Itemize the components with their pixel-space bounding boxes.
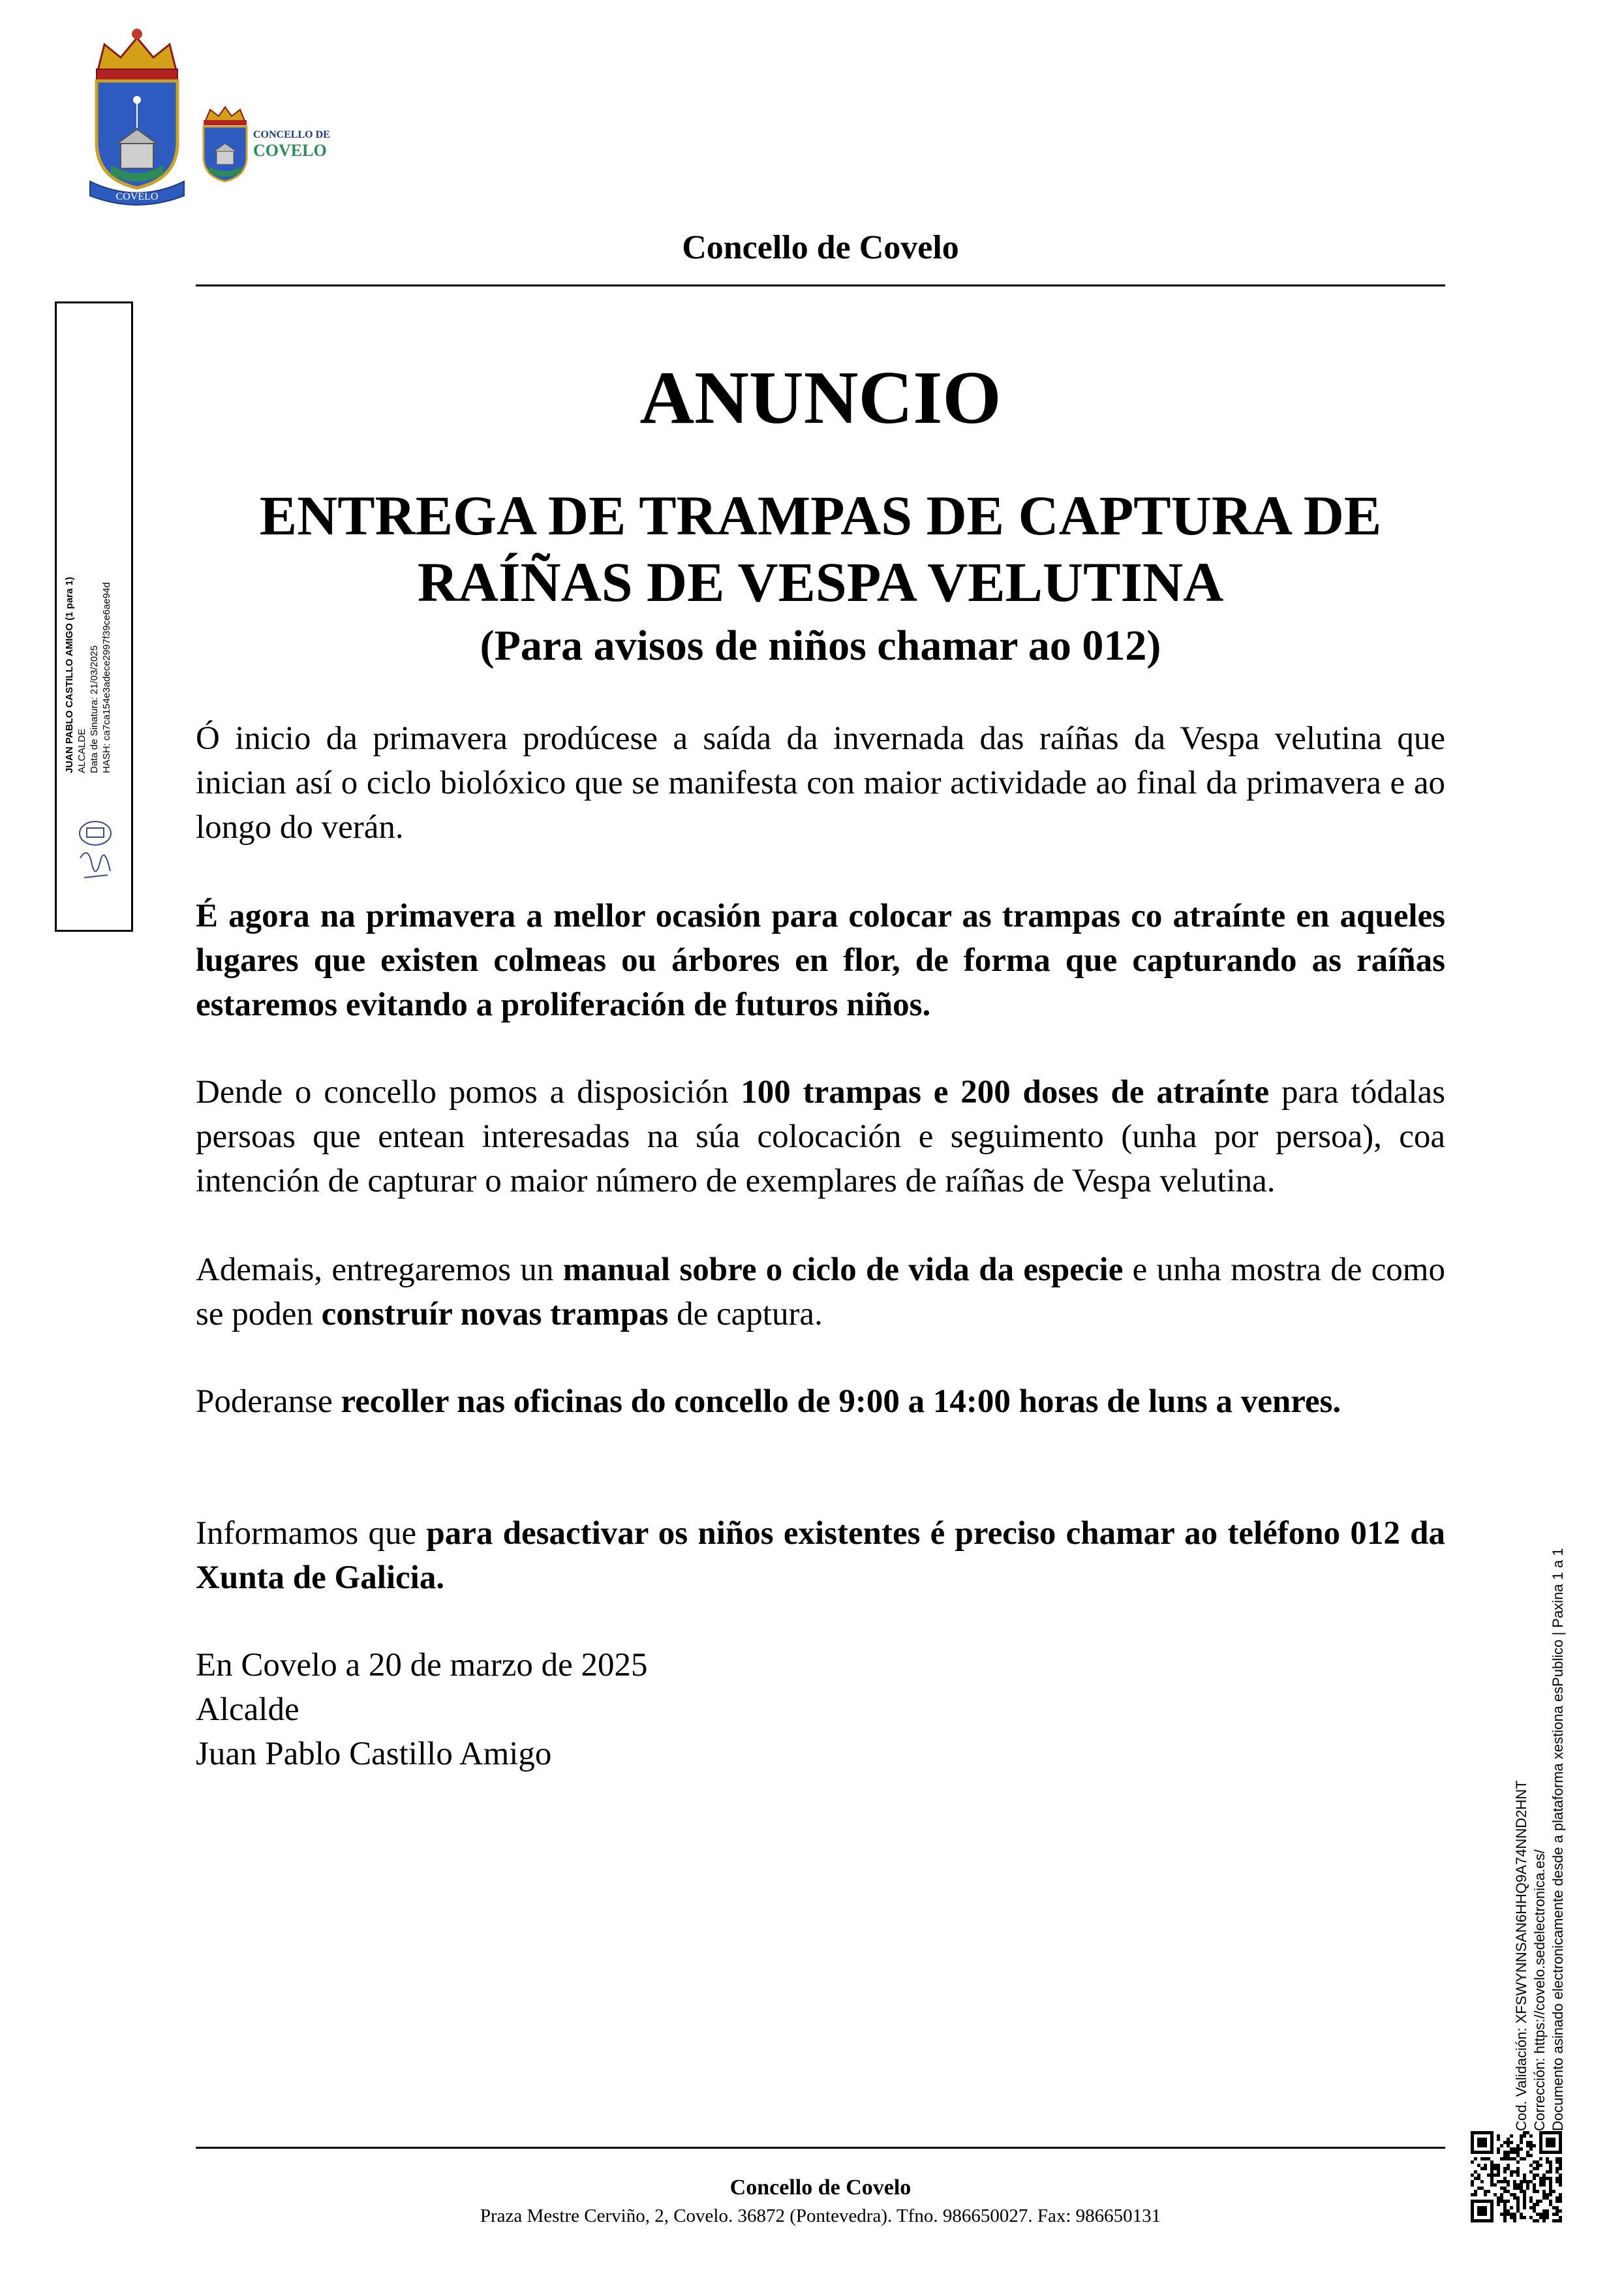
signature-hash: HASH: ca7ca154e3adece2997f39ce6ae94d	[101, 582, 112, 773]
manual-text-a: Ademais, entregaremos un	[196, 1252, 563, 1288]
manual-text-c: e unha mostra de como se poden	[196, 1252, 1445, 1332]
offer-text-a: Dende o concello pomos a disposición	[196, 1074, 741, 1111]
pickup-text-b: recoller nas oficinas do concello de 9:00 a 14:00 horas de luns a venres.	[341, 1383, 1341, 1420]
document-heading: ANUNCIO	[639, 356, 1002, 440]
paragraph-offer	[196, 1070, 1445, 1203]
offer-text-b: 100 trampas e 200 doses de atraínte	[741, 1074, 1270, 1111]
coat-of-arms-logo	[85, 25, 189, 207]
validation-platform: Documento asinado electronicamente desde a plataforma xestiona esPublico | Paxina 1 a 1	[1550, 1548, 1566, 2131]
paragraph-pickup	[196, 1379, 1445, 1424]
footer-divider	[196, 2147, 1445, 2149]
signature-stamp-icon	[75, 819, 115, 891]
footer-title: Concello de Covelo	[729, 2175, 912, 2200]
validation-text-block	[1512, 1548, 1567, 2131]
qr-code[interactable]	[1471, 2131, 1562, 2222]
header-divider	[196, 284, 1445, 286]
sign-role: Alcalde	[196, 1691, 299, 1728]
validation-url: Corrección: https://covelo.sedelectronica.es/	[1531, 1849, 1548, 2131]
concello-small-logo	[196, 104, 254, 189]
document-note: (Para avisos de niños chamar ao 012)	[480, 622, 1161, 669]
paragraph-intro: Ó inicio da primavera prodúcese a saída da invernada das raíñas da Vespa velutina que inician así o ciclo biolóxico que se manifesta con maior actividade ao final da primavera e ao longo do verán.	[196, 720, 1445, 846]
page-header-title: Concello de Covelo	[682, 229, 959, 266]
logo-label-line2: COVELO	[253, 141, 327, 161]
paragraph-advice: É agora na primavera a mellor ocasión para colocar as trampas co atraínte en aqueles lugares que existen colmeas ou árbores en flor, de forma que capturando as raíñas estaremos evitando a proliferación de futuros niños.	[196, 898, 1445, 1023]
offer-text-c: para tódalas persoas que entean interesadas na súa colocación e seguimento (unha por persoa), coa intención de capturar o maior número de exemplares de raíñas de Vespa velutina.	[196, 1074, 1446, 1199]
nests-text-b: para desactivar os niños existentes é preciso chamar ao teléfono 012 da Xunta de Galicia.	[196, 1515, 1445, 1596]
nests-text-a: Informamos que	[196, 1515, 427, 1552]
signature-text-block	[63, 577, 113, 773]
manual-text-b: manual sobre o ciclo de vida da especie	[562, 1252, 1124, 1288]
paragraph-manual	[196, 1248, 1445, 1336]
signer-role: ALCALDE	[76, 728, 87, 773]
sign-name: Juan Pablo Castillo Amigo	[196, 1736, 552, 1772]
manual-text-e: de captura.	[668, 1296, 823, 1332]
concello-logo-label	[253, 129, 330, 161]
signer-name: JUAN PABLO CASTILLO AMIGO (1 para 1)	[64, 577, 75, 773]
paragraph-nests	[196, 1511, 1445, 1600]
document-subheading-line1: ENTREGA DE TRAMPAS DE CAPTURA DE	[259, 484, 1382, 547]
validation-code: Cod. Validación: XFSWYNNSAN6HHQ9A74NND2HNT	[1513, 1780, 1529, 2131]
document-subheading-line2: RAÍÑAS DE VESPA VELUTINA	[417, 551, 1224, 613]
manual-text-d: construír novas trampas	[321, 1296, 669, 1332]
pickup-text-a: Poderanse	[196, 1383, 341, 1420]
logo-label-line1: CONCELLO DE	[253, 129, 330, 140]
logo-banner-text: COVELO	[115, 191, 159, 202]
footer-address: Praza Mestre Cerviño, 2, Covelo. 36872 (Pontevedra). Tfno. 986650027. Fax: 986650131	[480, 2205, 1161, 2226]
signature-box	[55, 301, 133, 932]
signature-date: Data de Sinatura: 21/03/2025	[89, 645, 100, 773]
sign-date: En Covelo a 20 de marzo de 2025	[196, 1647, 648, 1683]
